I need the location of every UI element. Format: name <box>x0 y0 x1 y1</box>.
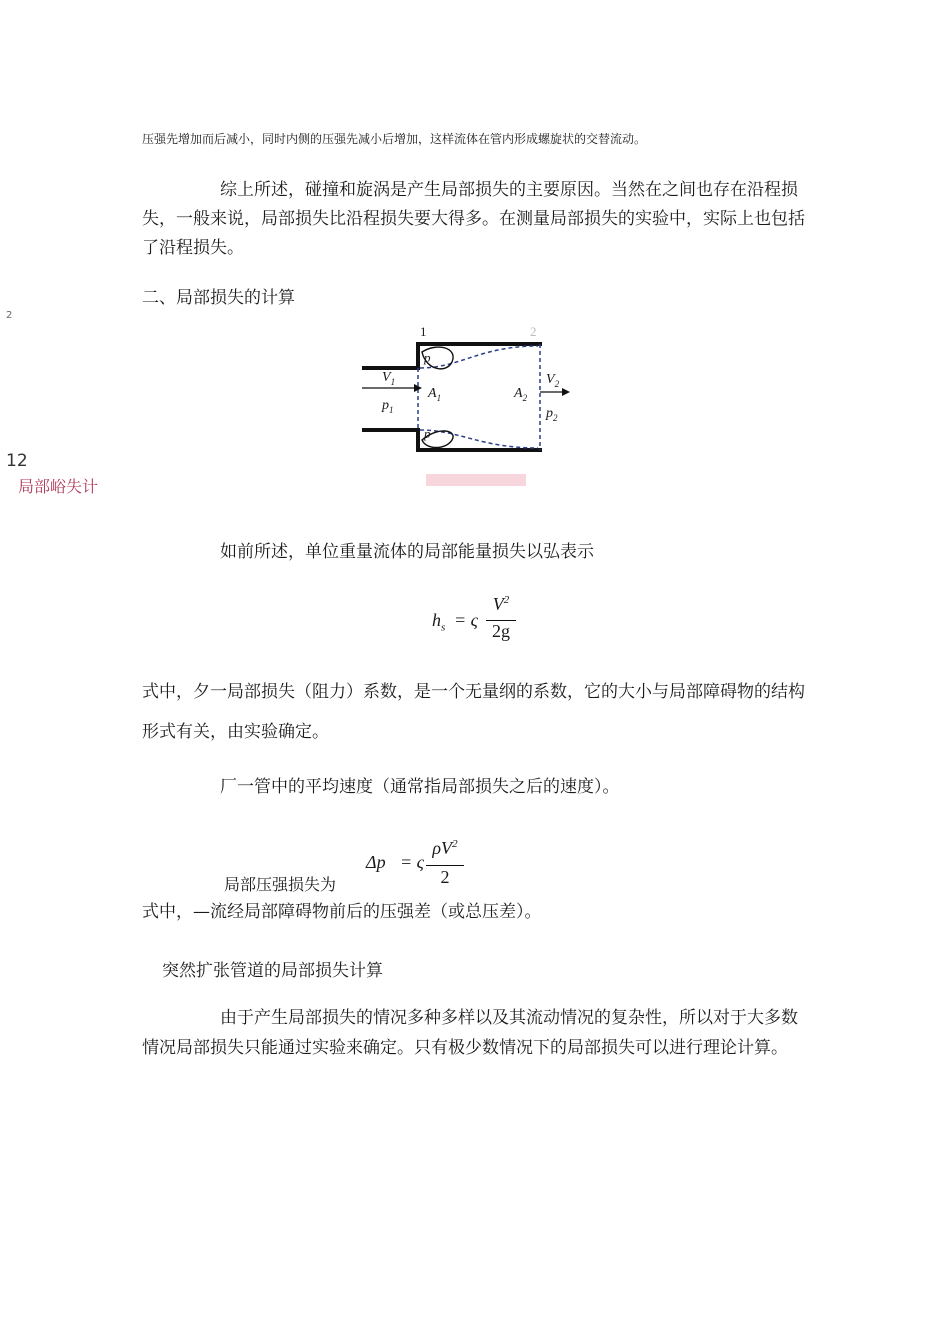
v1-label: $V_1$ <box>382 370 396 387</box>
section-label-2: 2 <box>530 324 537 339</box>
vortex-top-label: p <box>424 350 431 365</box>
margin-page-number: 12 <box>6 451 28 471</box>
final-paragraph: 由于产生局部损失的情况多种多样以及其流动情况的复杂性，所以对于大多数情况局部损失只能通过实验来确定。只有极少数情况下的局部损失可以进行理论计算。 <box>142 1008 798 1058</box>
eq2-lhs: Δp <box>366 852 386 872</box>
p2-label: $p_2$ <box>546 406 558 423</box>
upper-streamline <box>420 346 538 368</box>
section-heading-calc: 二、局部损失的计算 <box>142 288 295 308</box>
upper-wall <box>362 344 542 368</box>
outflow-arrow-head <box>562 388 570 396</box>
top-line-text: 压强先增加而后减小，同时内侧的压强先减小后增加，这样流体在管内形成螺旋状的交替流动。 <box>142 132 647 146</box>
a1-label: $A_1$ <box>428 386 442 403</box>
energy-loss-text: 如前所述，单位重量流体的局部能量损失以弘表示 <box>220 542 594 562</box>
eq1-numerator: $V^2$ <box>492 594 510 614</box>
section-label-1: 1 <box>420 324 427 339</box>
eq1-coef: = ς <box>454 610 478 630</box>
sudden-expansion-figure <box>360 322 570 502</box>
eq1-denominator: 2g <box>492 621 510 641</box>
p1-label: $p_1$ <box>382 398 394 415</box>
margin-label: 局部峪失计 <box>18 477 99 496</box>
section-heading-expansion: 突然扩张管道的局部损失计算 <box>162 961 383 981</box>
summary-paragraph: 综上所述，碰撞和旋涡是产生局部损失的主要原因。当然在之间也存在沿程损失，一般来说，局部损失比沿程损失要大得多。在测量局部损失的实验中，实际上也包括了沿程损失。 <box>142 180 805 258</box>
pressure-difference-text: 式中，—流经局部障碍物前后的压强差（或总压差）。 <box>142 902 542 922</box>
coefficient-paragraph: 式中，夕一局部损失（阻力）系数，是一个无量纲的系数，它的大小与局部障碍物的结构形式有关，由实验确定。 <box>142 682 805 742</box>
faded-caption-strip <box>426 474 526 486</box>
eq2-coef: = ς <box>400 852 424 872</box>
eq2-numerator: $\rho V^2$ <box>432 838 458 858</box>
lower-streamline <box>420 430 538 448</box>
eq2-denominator: 2 <box>440 867 450 887</box>
eq2-fraction-bar <box>426 865 464 866</box>
margin-mark-small: 2 <box>6 310 13 321</box>
vortex-bottom-label: p <box>424 426 431 441</box>
velocity-text: 厂一管中的平均速度（通常指局部损失之后的速度）。 <box>220 777 620 797</box>
v2-label: $V_2$ <box>546 372 560 389</box>
pressure-loss-label: 局部压强损失为 <box>224 875 337 894</box>
a2-label: $A_2$ <box>514 386 528 403</box>
eq1-lhs: $h_s$ <box>432 610 446 634</box>
